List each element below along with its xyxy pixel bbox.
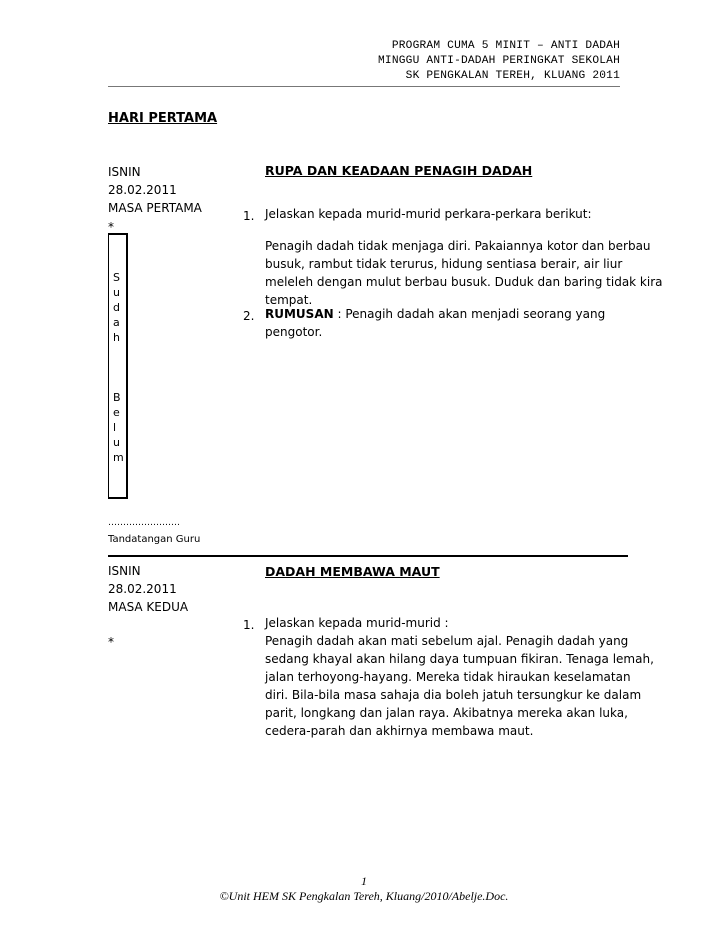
status-letter: e bbox=[113, 406, 120, 419]
paragraph-line: jalan terhoyong-hayang. Mereka tidak hiraukan keselamatan bbox=[265, 670, 631, 684]
session1-topic: RUPA DAN KEADAAN PENAGIH DADAH bbox=[265, 163, 533, 178]
session2-paragraph bbox=[265, 632, 654, 740]
footer-copyright: ©Unit HEM SK Pengkalan Tereh, Kluang/2010/Abelje.Doc. bbox=[219, 889, 509, 903]
session2-period: MASA KEDUA bbox=[108, 600, 189, 614]
session2-date: 28.02.2011 bbox=[108, 582, 177, 596]
header-line-1: PROGRAM CUMA 5 MINIT – ANTI DADAH bbox=[391, 40, 620, 52]
session1-item2-number: 2. bbox=[243, 309, 255, 323]
session2-item1-number: 1. bbox=[243, 618, 255, 632]
status-letter: u bbox=[113, 286, 120, 299]
paragraph-line: diri. Bila-bila masa sahaja dia boleh jatuh tersungkur ke dalam bbox=[265, 688, 642, 702]
signature-dots: …………………… bbox=[108, 518, 180, 528]
status-letter: S bbox=[113, 271, 120, 284]
session1-item1-text: Jelaskan kepada murid-murid perkara-perkara berikut: bbox=[265, 207, 592, 221]
paragraph-line: parit, longkang dan jalan raya. Akibatnya mereka akan luka, bbox=[265, 706, 628, 720]
status-letter: u bbox=[113, 436, 120, 449]
paragraph-line: Penagih dadah akan mati sebelum ajal. Penagih dadah yang bbox=[265, 634, 629, 648]
summary-label: RUMUSAN bbox=[265, 307, 334, 321]
session2-star: * bbox=[108, 635, 114, 649]
session1-item2-line2: pengotor. bbox=[265, 325, 323, 339]
status-letter: m bbox=[113, 451, 124, 464]
status-letter: l bbox=[113, 421, 117, 434]
status-letter: B bbox=[113, 391, 121, 404]
session1-star: * bbox=[108, 220, 114, 234]
paragraph-line: busuk, rambut tidak terurus, hidung sentiasa berair, air liur bbox=[265, 257, 623, 271]
page-number: 1 bbox=[361, 874, 367, 888]
section-divider bbox=[108, 555, 628, 557]
session2-day: ISNIN bbox=[108, 564, 141, 578]
day-title: HARI PERTAMA bbox=[108, 111, 218, 126]
signature-label: Tandatangan Guru bbox=[108, 534, 201, 545]
header-rule bbox=[108, 86, 620, 87]
summary-text: : Penagih dadah akan menjadi seorang yang bbox=[333, 307, 606, 321]
paragraph-line: Penagih dadah tidak menjaga diri. Pakaiannya kotor dan berbau bbox=[265, 239, 651, 253]
session1-item2-text bbox=[265, 305, 605, 323]
session2-item1-text: Jelaskan kepada murid-murid : bbox=[265, 616, 449, 630]
paragraph-line: tempat. bbox=[265, 293, 313, 307]
session1-date: 28.02.2011 bbox=[108, 183, 177, 197]
session2-topic: DADAH MEMBAWA MAUT bbox=[265, 564, 440, 579]
header-line-2: MINGGU ANTI-DADAH PERINGKAT SEKOLAH bbox=[378, 55, 620, 67]
session1-item1-number: 1. bbox=[243, 209, 255, 223]
paragraph-line: cedera-parah dan akhirnya membawa maut. bbox=[265, 724, 534, 738]
status-letter: a bbox=[113, 316, 120, 329]
header-line-3: SK PENGKALAN TEREH, KLUANG 2011 bbox=[405, 70, 620, 82]
paragraph-line: meleleh dengan mulut berbau busuk. Duduk dan baring tidak kira bbox=[265, 275, 663, 289]
session1-paragraph bbox=[265, 237, 663, 309]
status-letter: h bbox=[113, 331, 120, 344]
paragraph-line: sedang khayal akan hilang daya tumpuan fikiran. Tenaga lemah, bbox=[265, 652, 654, 666]
session1-day: ISNIN bbox=[108, 165, 141, 179]
status-letter: d bbox=[113, 301, 120, 314]
session1-period: MASA PERTAMA bbox=[108, 201, 202, 215]
